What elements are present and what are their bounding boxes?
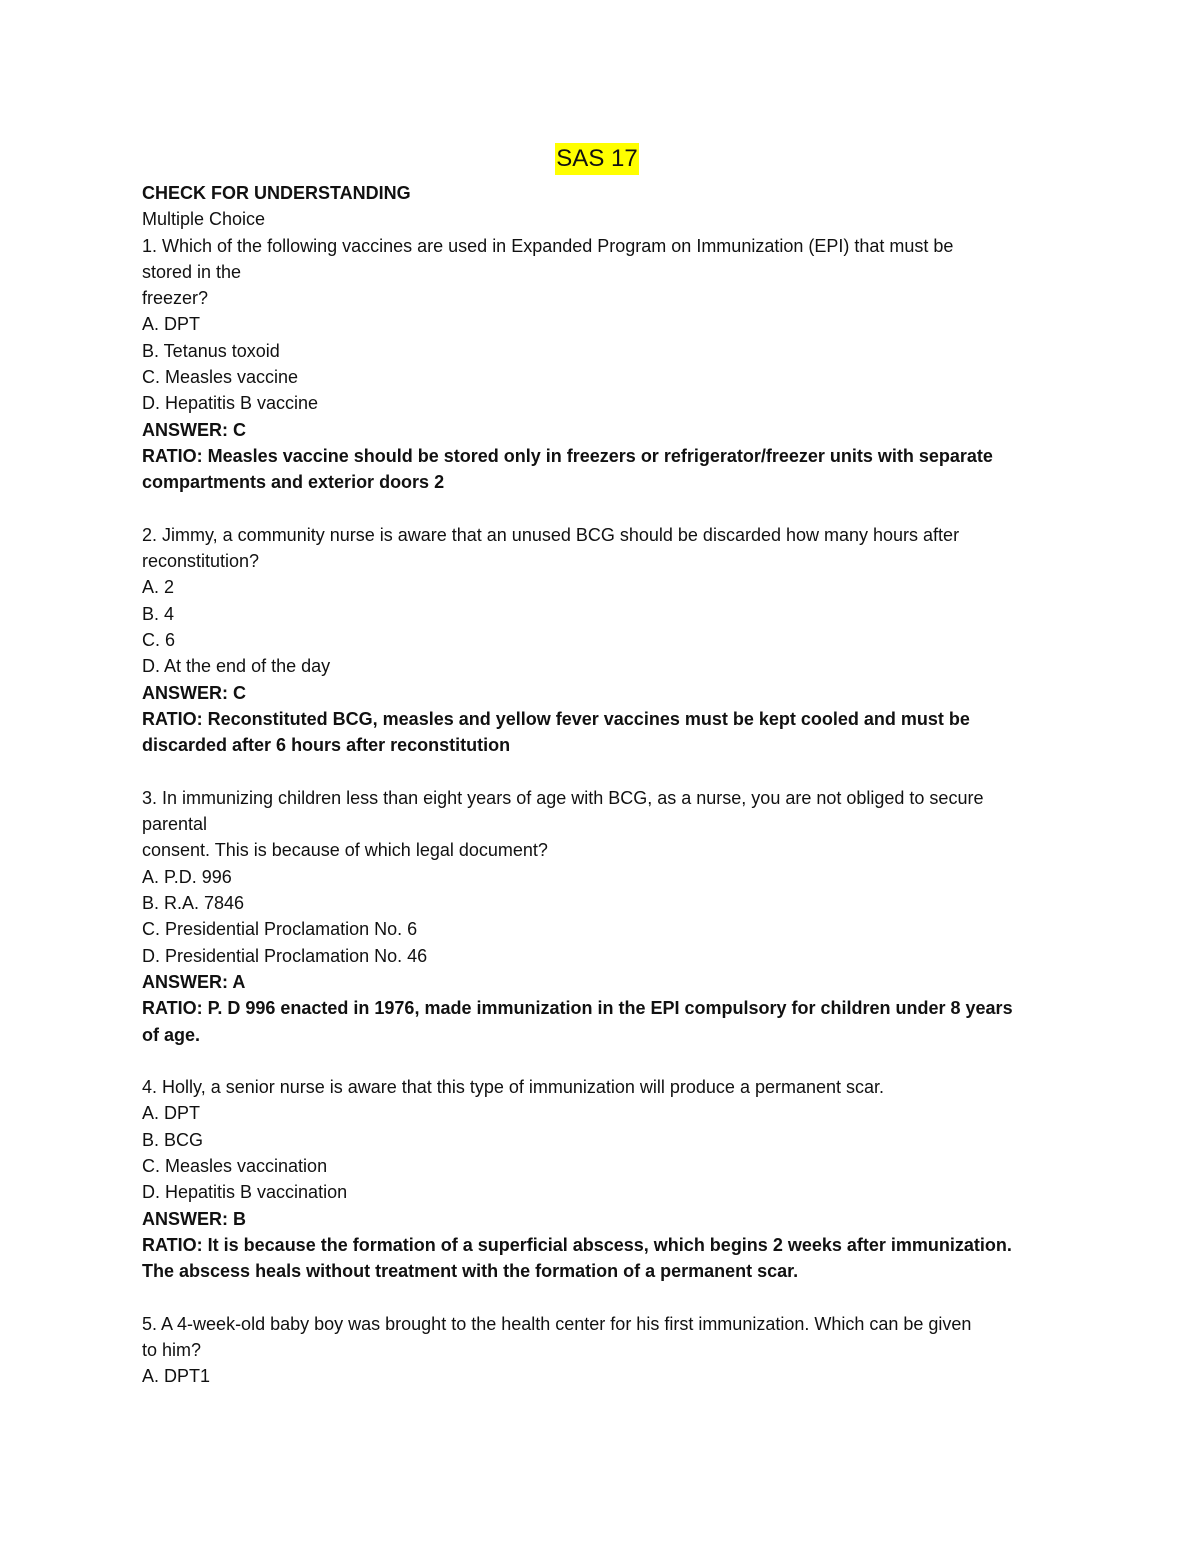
question-number: 5 xyxy=(142,1313,153,1334)
question-stem-line: 4. Holly, a senior nurse is aware that this type of immunization will produce a permanent scar. xyxy=(142,1077,885,1098)
question-4 xyxy=(142,1074,1062,1284)
choice-a: A. DPT xyxy=(142,1103,201,1124)
answer-line: ANSWER: A xyxy=(142,971,246,992)
choice-d: D. Hepatitis B vaccination xyxy=(142,1182,348,1203)
question-number: 3 xyxy=(142,787,153,808)
spacer xyxy=(142,1048,1062,1074)
spacer xyxy=(142,759,1062,785)
question-stem-line: 3. In immunizing children less than eight years of age with BCG, as a nurse, you are not obliged to secure xyxy=(142,787,984,808)
ratio-line: of age. xyxy=(142,1024,201,1045)
choice-c: C. Presidential Proclamation No. 6 xyxy=(142,919,418,940)
choice-d: D. Presidential Proclamation No. 46 xyxy=(142,945,428,966)
choice-b: B. 4 xyxy=(142,603,175,624)
question-number: 4 xyxy=(142,1077,153,1098)
answer-line: ANSWER: C xyxy=(142,419,246,440)
choice-a: A. DPT1 xyxy=(142,1366,211,1387)
ratio-line: RATIO: It is because the formation of a superficial abscess, which begins 2 weeks after immunization. xyxy=(142,1234,1012,1255)
question-stem-line: 2. Jimmy, a community nurse is aware that an unused BCG should be discarded how many hours after xyxy=(142,524,960,545)
spacer xyxy=(142,496,1062,522)
ratio-line: RATIO: P. D 996 enacted in 1976, made immunization in the EPI compulsory for children under 8 years xyxy=(142,998,1013,1019)
choice-d: D. At the end of the day xyxy=(142,656,331,677)
choice-c: C. 6 xyxy=(142,630,176,651)
question-stem-line: parental xyxy=(142,814,208,835)
question-stem-line: stored in the xyxy=(142,261,242,282)
document-title: SAS 17 xyxy=(555,143,638,175)
choice-d: D. Hepatitis B vaccine xyxy=(142,393,319,414)
ratio-line: RATIO: Reconstituted BCG, measles and yellow fever vaccines must be kept cooled and must be xyxy=(142,708,970,729)
question-number: 1 xyxy=(142,235,153,256)
answer-line: ANSWER: B xyxy=(142,1208,246,1229)
section-heading: CHECK FOR UNDERSTANDING xyxy=(142,183,411,203)
question-stem-line: 5. A 4-week-old baby boy was brought to the health center for his first immunization. Which can be given xyxy=(142,1313,972,1334)
choice-b: B. R.A. 7846 xyxy=(142,893,245,914)
spacer xyxy=(142,1284,1062,1310)
choice-c: C. Measles vaccine xyxy=(142,367,299,388)
section-subheading: Multiple Choice xyxy=(142,209,266,230)
ratio-line: discarded after 6 hours after reconstitution xyxy=(142,735,511,756)
question-stem-line: freezer? xyxy=(142,288,209,309)
ratio-line: RATIO: Measles vaccine should be stored only in freezers or refrigerator/freezer units with separate xyxy=(142,445,993,466)
question-stem-line: consent. This is because of which legal document? xyxy=(142,840,548,861)
choice-c: C. Measles vaccination xyxy=(142,1155,328,1176)
choice-b: B. BCG xyxy=(142,1129,204,1150)
question-number: 2 xyxy=(142,524,153,545)
question-stem-line: 1. Which of the following vaccines are used in Expanded Program on Immunization (EPI) that must be xyxy=(142,235,954,256)
choice-a: A. DPT xyxy=(142,314,201,335)
ratio-line: compartments and exterior doors 2 xyxy=(142,472,445,493)
question-2 xyxy=(142,522,1062,759)
question-stem-line: to him? xyxy=(142,1340,202,1361)
ratio-line: The abscess heals without treatment with the formation of a permanent scar. xyxy=(142,1261,799,1282)
choice-a: A. 2 xyxy=(142,577,175,598)
title-row xyxy=(142,140,1052,180)
question-1 xyxy=(142,233,1062,496)
question-3 xyxy=(142,785,1062,1048)
document-content xyxy=(142,140,1062,1390)
choice-a: A. P.D. 996 xyxy=(142,866,232,887)
question-stem-line: reconstitution? xyxy=(142,551,260,572)
choice-b: B. Tetanus toxoid xyxy=(142,340,280,361)
answer-line: ANSWER: C xyxy=(142,682,246,703)
question-5 xyxy=(142,1311,1062,1390)
